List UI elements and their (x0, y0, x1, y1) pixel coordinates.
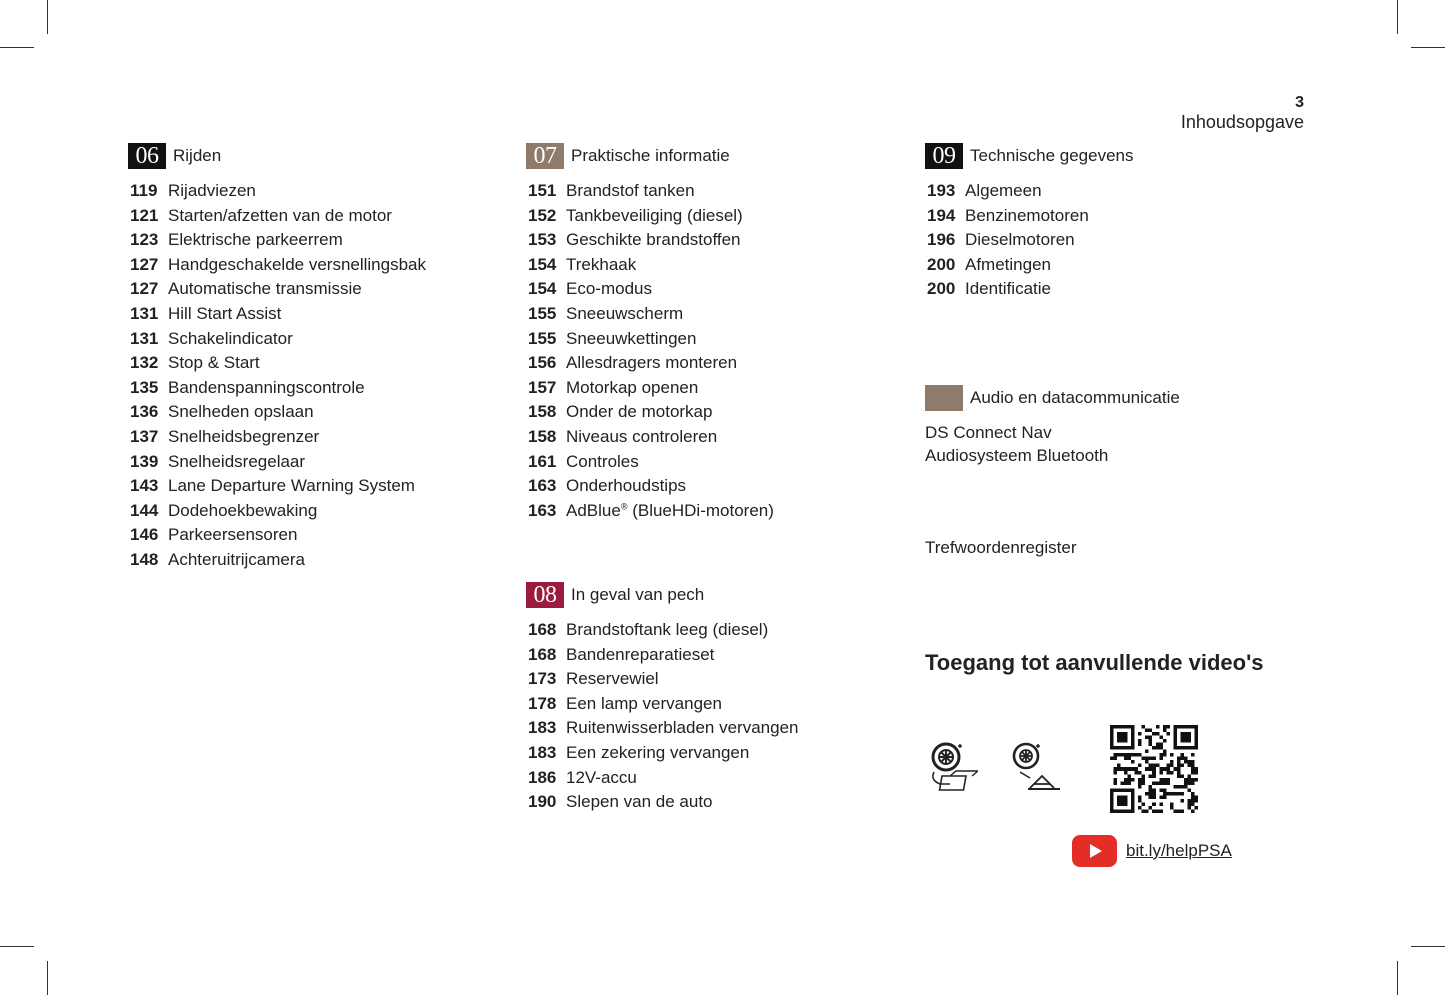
toc-page-number: 158 (528, 426, 557, 446)
toc-page-number: 139 (130, 451, 159, 471)
section-header (925, 143, 1285, 169)
section-title: In geval van pech (571, 585, 705, 604)
toc-page-number: 151 (528, 181, 557, 200)
toc-label: Reservewiel (566, 669, 659, 689)
toc-page-number: 155 (528, 328, 557, 348)
toc-entry[interactable] (128, 351, 488, 376)
toc-entry[interactable] (925, 277, 1285, 302)
crop-mark (1411, 946, 1445, 947)
toc-entry[interactable] (128, 425, 488, 450)
index-link[interactable]: Trefwoordenregister (925, 538, 1077, 557)
toc-entry[interactable] (526, 474, 886, 499)
toc-label: Een zekering vervangen (566, 742, 750, 762)
toc-entry[interactable] (925, 228, 1285, 253)
toc-page-number: 168 (528, 644, 557, 664)
page-title: Inhoudsopgave (1180, 112, 1304, 132)
section-header (128, 143, 488, 169)
section-title: Audio en datacommunicatie (970, 388, 1180, 407)
toc-entry[interactable] (526, 692, 886, 717)
section-header (526, 582, 886, 608)
audio-entry[interactable]: Audiosysteem Bluetooth (925, 446, 1109, 465)
toc-label: Schakelindicator (168, 328, 293, 348)
toc-page-number: 200 (927, 254, 956, 274)
toc-entry[interactable] (526, 228, 886, 253)
toc-label: Hill Start Assist (168, 303, 282, 323)
toc-page-number: 123 (130, 230, 159, 250)
toc-entry[interactable] (526, 667, 886, 692)
toc-label: Snelheidsbegrenzer (168, 426, 320, 446)
toc-page-number: 153 (528, 230, 557, 250)
section-title: Praktische informatie (571, 146, 730, 165)
toc-label: Sneeuwkettingen (566, 328, 697, 348)
toc-page-number: 161 (528, 451, 557, 471)
toc-label: Automatische transmissie (168, 279, 362, 299)
section-title: Technische gegevens (970, 146, 1134, 165)
toc-label: Niveaus controleren (566, 426, 718, 446)
toc-page-number: 194 (927, 205, 956, 225)
toc-entry[interactable] (526, 499, 886, 524)
toc-page-number: 154 (528, 254, 557, 274)
toc-entry[interactable] (526, 253, 886, 278)
toc-page-number: 158 (528, 402, 557, 422)
toc-page-number: 190 (528, 792, 557, 812)
toc-label: Afmetingen (965, 254, 1051, 274)
toc-page-number: 152 (528, 205, 557, 225)
toc-entry[interactable] (526, 425, 886, 450)
toc-page-number: 168 (528, 620, 557, 639)
toc-label: Brandstoftank leeg (diesel) (566, 620, 769, 639)
toc-label: Eco-modus (566, 279, 652, 299)
toc-page-number: 131 (130, 303, 159, 323)
toc-entry[interactable] (526, 450, 886, 475)
spare-wheel-jack-icon (1010, 742, 1062, 797)
toc-entry[interactable] (526, 618, 886, 643)
tyre-repair-kit-icon (928, 742, 978, 797)
toc-entry[interactable] (526, 716, 886, 741)
toc-label: Onderhoudstips (566, 476, 687, 496)
toc-entry[interactable] (526, 277, 886, 302)
toc-entry[interactable] (526, 351, 886, 376)
toc-label: Lane Departure Warning System (168, 476, 415, 496)
toc-label: Een lamp vervangen (566, 693, 722, 713)
audio-entry[interactable]: DS Connect Nav (925, 423, 1052, 442)
toc-entry[interactable] (128, 253, 488, 278)
toc-entry[interactable] (526, 327, 886, 352)
crop-mark (47, 0, 48, 34)
toc-label: Rijadviezen (168, 181, 256, 200)
crop-mark (1411, 47, 1445, 48)
toc-entry[interactable] (128, 548, 488, 573)
section-audio (925, 385, 1285, 467)
toc-page-number: 136 (130, 402, 159, 422)
toc-label: Dodehoekbewaking (168, 500, 318, 520)
toc-label: Achteruitrijcamera (168, 549, 305, 569)
toc-page-number: 156 (528, 353, 557, 373)
toc-page-number: 131 (130, 328, 159, 348)
toc-entry[interactable] (128, 327, 488, 352)
toc-entry[interactable] (128, 277, 488, 302)
section-title: Rijden (173, 146, 222, 165)
youtube-play-icon[interactable] (1072, 835, 1117, 867)
toc-label: Brandstof tanken (566, 181, 695, 200)
toc-page-number: 127 (130, 279, 159, 299)
toc-page-number: 148 (130, 549, 159, 569)
toc-entry[interactable] (128, 228, 488, 253)
toc-label: Bandenreparatieset (566, 644, 715, 664)
toc-page-number: 135 (130, 377, 159, 397)
toc-label: Motorkap openen (566, 377, 699, 397)
page-number: 3 (1295, 94, 1304, 111)
toc-entry[interactable] (128, 204, 488, 229)
section-number-badge: 08 (526, 582, 564, 608)
toc-entry[interactable] (925, 179, 1285, 204)
toc-page-number: 163 (528, 476, 557, 496)
toc-label: Controles (566, 451, 639, 471)
toc-entry[interactable] (128, 450, 488, 475)
toc-entry[interactable] (925, 253, 1285, 278)
toc-label: Parkeersensoren (168, 525, 298, 545)
toc-label: Dieselmotoren (965, 230, 1075, 250)
toc-label: Starten/afzetten van de motor (168, 205, 392, 225)
toc-page-number: 200 (927, 279, 956, 299)
toc-list (526, 618, 886, 815)
toc-page-number: 186 (528, 767, 557, 787)
toc-label: Snelheden opslaan (168, 402, 314, 422)
toc-page-number: 178 (528, 693, 557, 713)
toc-page-number: 183 (528, 718, 557, 738)
toc-page-number: 193 (927, 181, 956, 200)
toc-entry[interactable] (526, 766, 886, 791)
video-link-text[interactable]: bit.ly/helpPSA (1126, 841, 1232, 860)
toc-label: Sneeuwscherm (566, 303, 684, 323)
toc-page-number: 173 (528, 669, 557, 689)
toc-entry[interactable] (526, 376, 886, 401)
toc-label: Benzinemotoren (965, 205, 1089, 225)
toc-page-number: 196 (927, 230, 956, 250)
crop-mark (47, 961, 48, 995)
toc-label: Onder de motorkap (566, 402, 713, 422)
toc-entry[interactable] (526, 400, 886, 425)
section-number-badge: 07 (526, 143, 564, 169)
crop-mark (0, 47, 34, 48)
video-link[interactable] (1072, 835, 1232, 867)
toc-label: Geschikte brandstoffen (566, 230, 741, 250)
toc-label: Slepen van de auto (566, 792, 713, 812)
crop-mark (1397, 0, 1398, 34)
toc-page-number: 163 (528, 500, 557, 520)
toc-page-number: 146 (130, 525, 159, 545)
toc-page-number: 144 (130, 500, 159, 520)
section-technische-gegevens (925, 143, 1285, 302)
toc-label: Stop & Start (168, 353, 260, 373)
toc-entry[interactable] (526, 302, 886, 327)
toc-page-number: 132 (130, 353, 159, 373)
toc-entry[interactable] (526, 179, 886, 204)
toc-entry[interactable] (128, 302, 488, 327)
toc-page-number: 127 (130, 254, 159, 274)
section-rijden (128, 143, 488, 573)
toc-list (128, 179, 488, 573)
videos-heading: Toegang tot aanvullende video's (925, 650, 1264, 675)
qr-code-icon[interactable] (1110, 725, 1198, 813)
toc-entry[interactable] (925, 204, 1285, 229)
toc-label: Snelheidsregelaar (168, 451, 306, 471)
toc-page-number: 183 (528, 742, 557, 762)
toc-list (526, 179, 886, 499)
section-number-badge: 06 (128, 143, 166, 169)
toc-page-number: 121 (130, 205, 159, 225)
toc-entry[interactable] (526, 204, 886, 229)
toc-label: Algemeen (965, 181, 1042, 200)
toc-entry[interactable] (526, 643, 886, 668)
toc-entry[interactable] (128, 523, 488, 548)
toc-label: Tankbeveiliging (diesel) (566, 205, 743, 225)
toc-entry[interactable] (128, 400, 488, 425)
toc-label: Handgeschakelde versnellingsbak (168, 254, 426, 274)
toc-label: Elektrische parkeerrem (168, 230, 343, 250)
toc-entry[interactable] (526, 790, 886, 815)
toc-label: Trekhaak (566, 254, 637, 274)
toc-page-number: 155 (528, 303, 557, 323)
toc-label: Identificatie (965, 279, 1051, 299)
section-header (526, 143, 886, 169)
toc-page-number: 154 (528, 279, 557, 299)
toc-entry[interactable] (128, 474, 488, 499)
section-color-badge (925, 385, 963, 411)
toc-list (925, 179, 1285, 302)
section-in-geval-van-pech (526, 582, 886, 815)
toc-label: Allesdragers monteren (566, 353, 738, 373)
toc-entry[interactable] (128, 376, 488, 401)
toc-entry[interactable] (526, 741, 886, 766)
section-number-badge: 09 (925, 143, 963, 169)
toc-list (526, 499, 886, 524)
section-praktische-informatie (526, 143, 886, 523)
crop-mark (0, 946, 34, 947)
toc-page-number: 157 (528, 377, 557, 397)
toc-entry[interactable] (128, 499, 488, 524)
toc-label: Ruitenwisserbladen vervangen (566, 718, 799, 738)
toc-label: Bandenspanningscontrole (168, 377, 365, 397)
crop-mark (1397, 961, 1398, 995)
toc-label: 12V-accu (566, 767, 637, 787)
toc-page-number: 119 (130, 181, 158, 200)
toc-page-number: 143 (130, 476, 159, 496)
toc-label: AdBlue® (BlueHDi-motoren) (566, 500, 774, 520)
section-header (925, 385, 1285, 411)
toc-page-number: 137 (130, 426, 159, 446)
toc-entry[interactable] (128, 179, 488, 204)
